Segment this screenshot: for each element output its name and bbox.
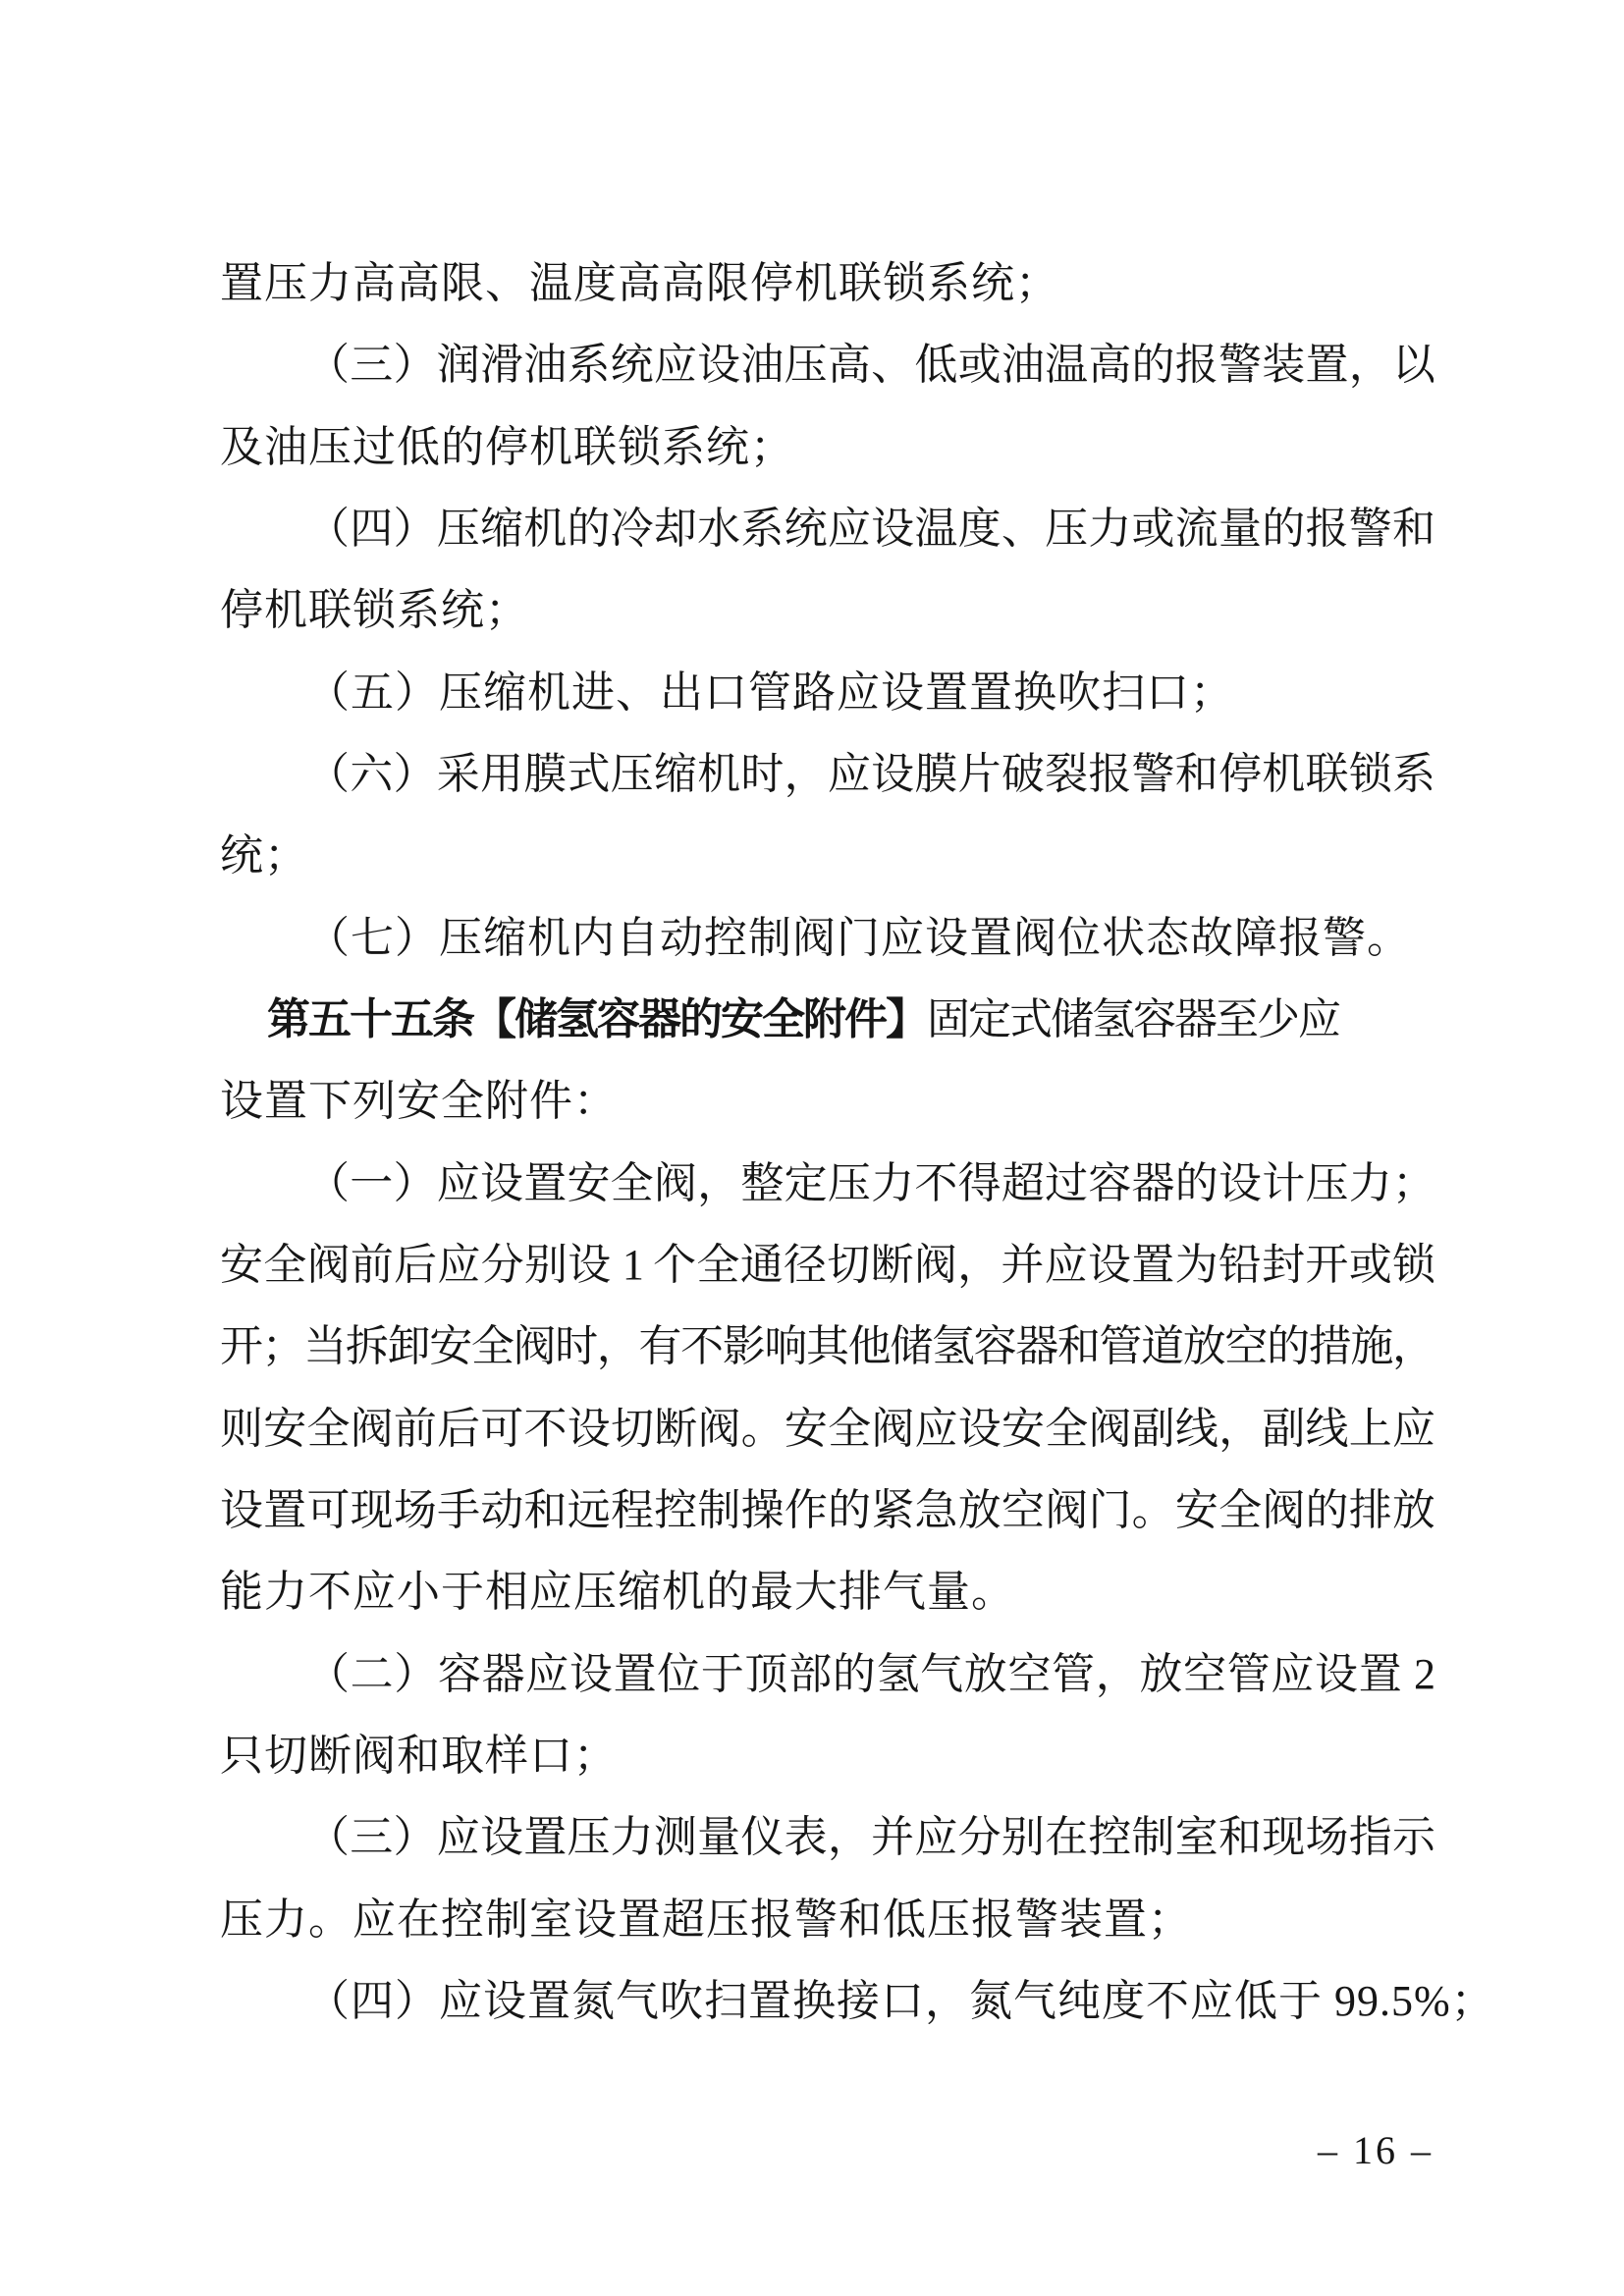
text-line: 压力。应在控制室设置超压报警和低压报警装置； — [220, 1896, 1192, 1944]
text-line: （三）润滑油系统应设油压高、低或油温高的报警装置，以 — [306, 341, 1434, 389]
text-line: （四）压缩机的冷却水系统应设温度、压力或流量的报警和 — [306, 505, 1434, 553]
text-line: （二）容器应设置位于顶部的氢气放空管，放空管应设置 2 — [306, 1650, 1434, 1698]
text-line: 停机联锁系统； — [220, 586, 529, 634]
text-line: （四）应设置氮气吹扫置换接口，氮气纯度不应低于 99.5%； — [306, 1977, 1495, 2025]
text-line: （一）应设置安全阀，整定压力不得超过容器的设计压力； — [306, 1159, 1434, 1207]
article-heading-rest: 固定式储氢容器至少应 — [927, 995, 1339, 1043]
text-line: 则安全阀前后可不设切断阀。安全阀应设安全阀副线，副线上应 — [220, 1405, 1434, 1453]
text-line: 置压力高高限、温度高高限停机联锁系统； — [220, 259, 1059, 307]
text-line: （五）压缩机进、出口管路应设置置换吹扫口； — [306, 668, 1234, 717]
text-line: 能力不应小于相应压缩机的最大排气量。 — [220, 1568, 1015, 1616]
article-heading-bold: 第五十五条【储氢容器的安全附件】 — [267, 995, 927, 1043]
text-line: 开；当拆卸安全阀时，有不影响其他储氢容器和管道放空的措施， — [220, 1322, 1434, 1370]
text-line: （三）应设置压力测量仪表，并应分别在控制室和现场指示 — [306, 1813, 1434, 1861]
text-line: 统； — [220, 831, 308, 880]
text-line: （六）采用膜式压缩机时，应设膜片破裂报警和停机联锁系 — [306, 750, 1434, 798]
article-heading — [220, 986, 1543, 1056]
text-line: 只切断阀和取样口； — [220, 1732, 618, 1780]
text-line: 设置下列安全附件： — [220, 1077, 618, 1125]
text-line: 设置可现场手动和远程控制操作的紧急放空阀门。安全阀的排放 — [220, 1486, 1434, 1534]
page-number: – 16 – — [1318, 2128, 1434, 2172]
text-line: 安全阀前后应分别设 1 个全通径切断阀，并应设置为铅封开或锁 — [220, 1241, 1434, 1289]
text-line: （七）压缩机内自动控制阀门应设置阀位状态故障报警。 — [306, 914, 1411, 962]
text-line: 及油压过低的停机联锁系统； — [220, 423, 794, 471]
